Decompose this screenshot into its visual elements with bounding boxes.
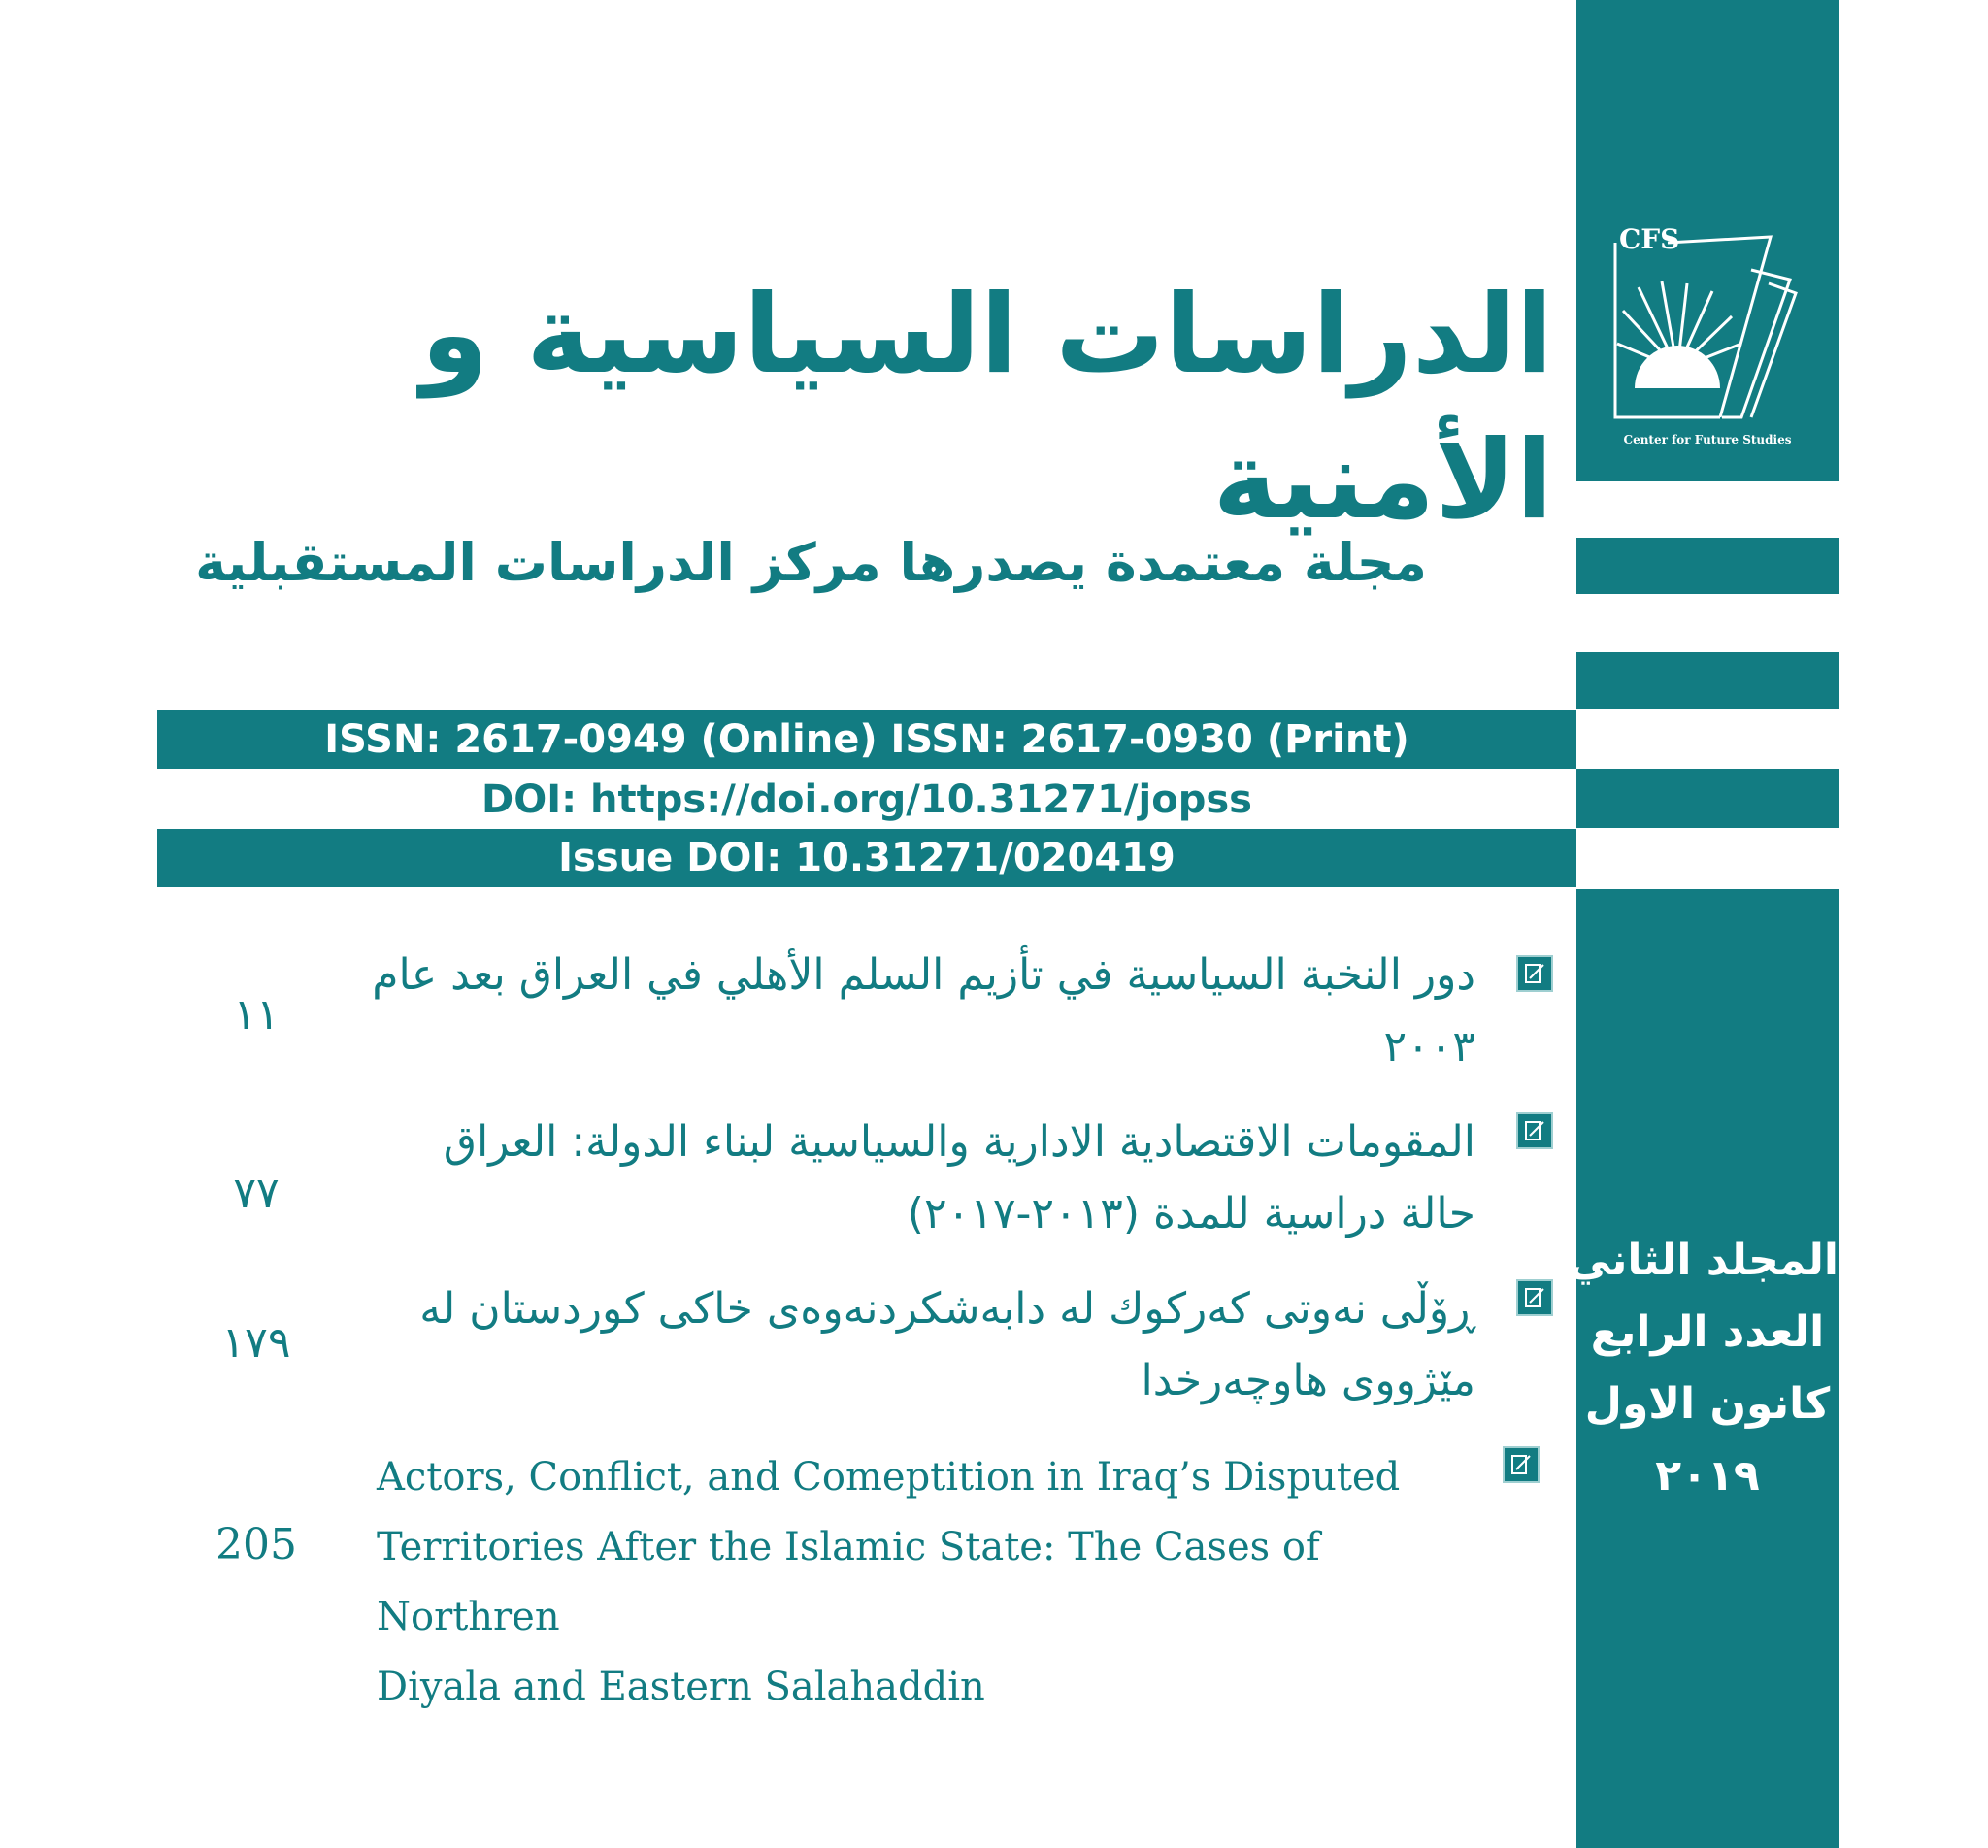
right-band-stripe <box>1576 538 1839 594</box>
right-band-stripe <box>1576 652 1839 709</box>
right-band-stripe <box>1576 769 1839 828</box>
article-title-line: حالة دراسية للمدة (٢٠١٣-٢٠١٧) <box>907 1189 1475 1238</box>
issn-row: ISSN: 2617-0949 (Online) ISSN: 2617-0930 (Print) <box>157 710 1576 769</box>
article-title-line: Diyala and Eastern Salahaddin <box>377 1665 985 1709</box>
article-icon <box>1516 955 1553 992</box>
issue-year: ٢٠١٩ <box>1655 1451 1760 1501</box>
article-title-line: Actors, Conflict, and Comeptition in Iraq’s Disputed <box>377 1455 1401 1500</box>
issue-number: العدد الرابع <box>1590 1307 1825 1357</box>
volume-number: المجلد الثاني <box>1568 1236 1839 1285</box>
article-page-number: 205 <box>215 1520 297 1569</box>
issue-doi-row: Issue DOI: 10.31271/020419 <box>157 829 1576 887</box>
article-title-line: Territories After the Islamic State: The Cases of Northren <box>377 1525 1320 1639</box>
article-page-number: ١٧٩ <box>221 1318 291 1368</box>
journal-subtitle: مجلة معتمدة يصدرها مركز الدراسات المستقبلية <box>195 532 1427 593</box>
article-title[interactable] <box>369 1273 1475 1417</box>
article-title-line: مێژووی هاوچەرخدا <box>1141 1356 1475 1405</box>
article-title-line: دور النخبة السياسية في تأزيم السلم الأهلي في العراق بعد عام <box>372 950 1475 1000</box>
article-icon <box>1516 1112 1553 1149</box>
logo-caption: Center for Future Studies <box>1623 433 1792 446</box>
doi-row[interactable]: DOI: https://doi.org/10.31271/jopss <box>157 771 1576 829</box>
article-title-line: ٢٠٠٣ <box>1383 1022 1475 1072</box>
article-page-number: ١١ <box>233 990 280 1040</box>
journal-title: الدراسات السياسية و الأمنية <box>420 272 1553 544</box>
issue-month: كانون الاول <box>1584 1379 1831 1429</box>
cfs-logo <box>1576 204 1839 466</box>
article-title[interactable] <box>369 940 1475 1083</box>
article-title[interactable] <box>369 1106 1475 1250</box>
article-icon <box>1516 1279 1553 1316</box>
article-page-number: ٧٧ <box>233 1169 280 1218</box>
volume-info <box>1568 1225 1839 1512</box>
article-title-line: ڕۆڵی نەوتی کەرکوك لە دابەشکردنەوەی خاکی کوردستان لە <box>419 1284 1475 1334</box>
logo-abbreviation: CFS <box>1619 223 1680 255</box>
article-title[interactable] <box>377 1442 1483 1722</box>
article-icon <box>1503 1446 1540 1483</box>
article-title-line: المقومات الاقتصادية الادارية والسياسية لبناء الدولة: العراق <box>443 1117 1475 1167</box>
